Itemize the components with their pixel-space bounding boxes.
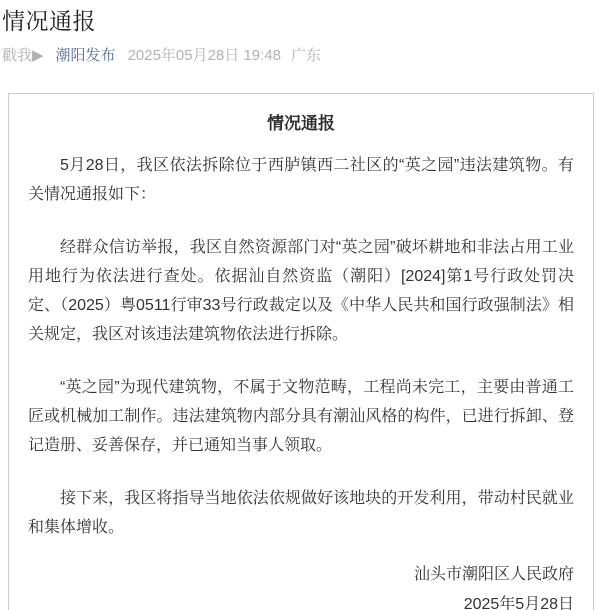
notice-paragraph-3: “英之园”为现代建筑物，不属于文物范畴，工程尚未完工，主要由普通工匠或机械加工制作。违法建筑物内部分具有潮汕风格的构件，已进行拆卸、登记造册、妥善保存，并已通知当事人领取。 [28,379,574,454]
publish-location: 广东 [291,47,322,64]
article-header [0,0,600,66]
poke-me-link[interactable]: 戳我▶ [2,47,44,64]
notice-paragraph-1: 5月28日，我区依法拆除位于西胪镇西二社区的“英之园”违法建筑物。有关情况通报如下： [28,157,574,203]
publish-time: 2025年05月28日 19:48 [127,47,282,64]
notice-paragraph-2: 经群众信访举报，我区自然资源部门对“英之园”破坏耕地和非法占用工业用地行为依法进行查处。依据汕自然资监（潮阳）[2024]第1号行政处罚决定、（2025）粤0511行审33号行政裁定以及《中华人民共和国行政强制法》相关规定，我区对该违法建筑物依法进行拆除。 [28,239,574,343]
signature-date: 2025年5月28日 [463,596,574,610]
page-title: 情况通报 [2,8,96,34]
notice-paragraph-4: 接下来，我区将指导当地依法依规做好该地块的开发利用，带动村民就业和集体增收。 [28,490,574,536]
signature-issuer: 汕头市潮阳区人民政府 [413,566,574,583]
notice-box [8,93,594,610]
signature-block [28,560,574,610]
article-meta [2,46,590,66]
notice-body [28,151,574,542]
account-link[interactable]: 潮阳发布 [55,47,116,64]
notice-title: 情况通报 [267,114,335,133]
